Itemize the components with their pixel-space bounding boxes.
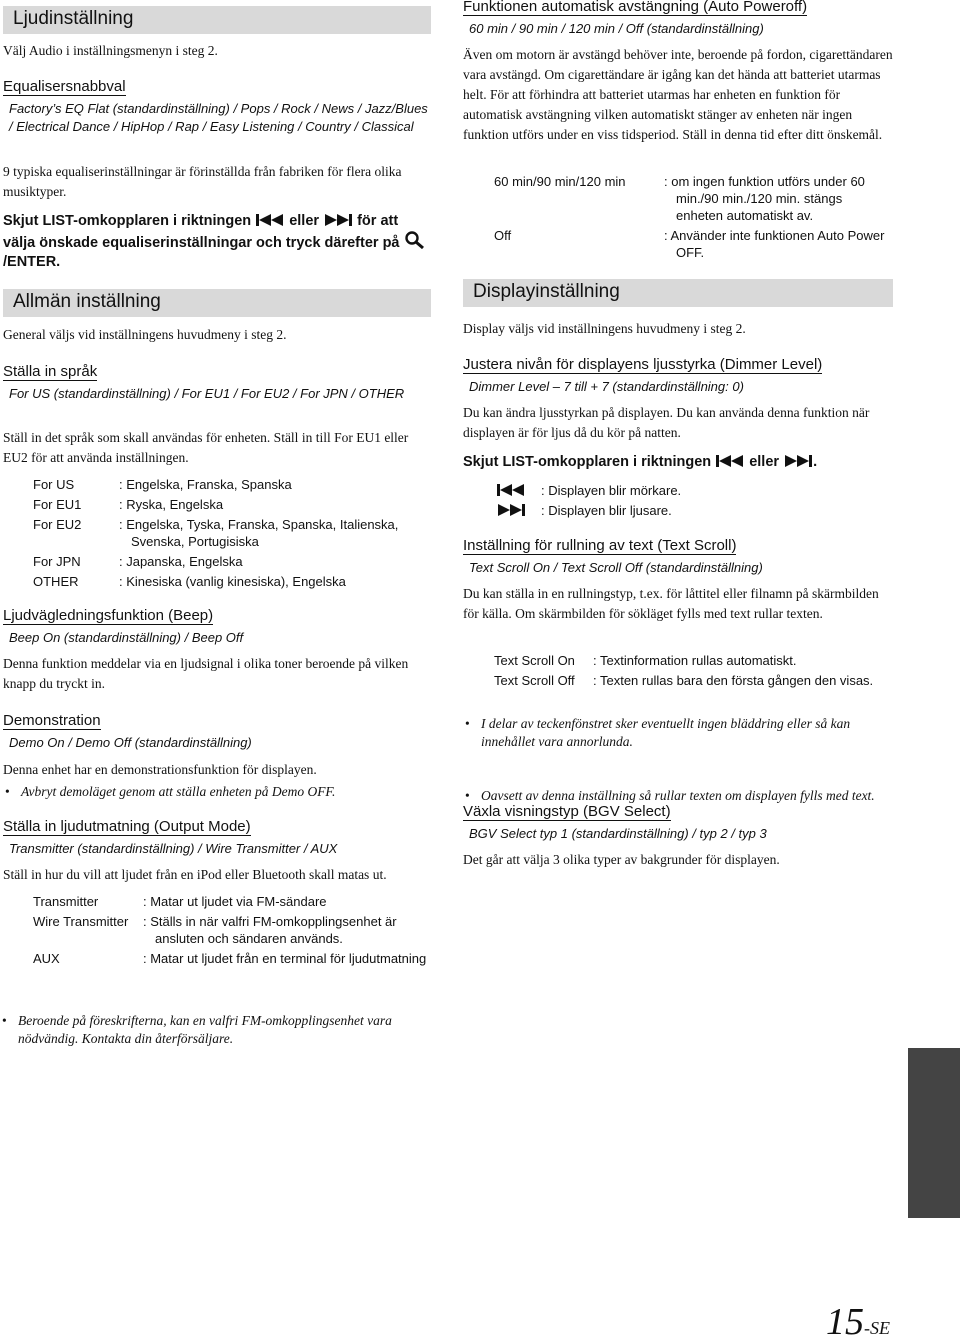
lang-row: OTHER : Kinesiska (vanlig kinesiska), Engelska [33, 574, 346, 589]
scroll-row: Text Scroll On : Textinformation rullas automatiskt. [494, 653, 797, 668]
general-intro: General väljs vid inställningens huvudmeny i steg 2. [3, 327, 287, 342]
lang-table [33, 476, 428, 593]
eq-options: Factory’s EQ Flat (standardinställning) / Pops / Rock / News / Jazz/Blues / Electrical Dance / HipHop / Rap / Easy Listening / Country / Classical [9, 101, 428, 134]
list-label: LIST [42, 213, 74, 229]
right-column [463, 0, 893, 867]
auto-table [494, 173, 892, 264]
lang-body: Ställ in det språk som skall användas för enheten. Ställ in till For EU1 eller EU2 för att använda inställningen. [3, 430, 409, 465]
scroll-bullet: • Oavsett av denna inställning så rullar texten om displayen fylls med text. [463, 787, 893, 805]
enter-label: /ENTER [3, 254, 57, 270]
output-heading: Ställa in ljudutmatning (Output Mode) [3, 818, 251, 835]
left-column [3, 0, 431, 1046]
demo-body: Denna enhet har en demonstrationsfunktion för displayen. [3, 762, 317, 777]
lang-row: For EU1 : Ryska, Engelska [33, 497, 224, 512]
skip-forward-icon [783, 454, 813, 468]
dimmer-body: Du kan ändra ljusstyrkan på displayen. Du kan använda denna funktion när displayen är för ljus då du kör på natten. [463, 405, 870, 440]
audio-intro: Välj Audio i inställningsmenyn i steg 2. [3, 43, 218, 58]
page-number: 15-SE [826, 1301, 890, 1343]
side-tab [908, 1048, 960, 1218]
scroll-table [494, 652, 892, 709]
auto-row: Off : Använder inte funktionen Auto Power OFF. [494, 228, 885, 260]
output-body: Ställ in hur du vill att ljudet från en iPod eller Bluetooth skall matas ut. [3, 867, 387, 882]
scroll-body: Du kan ställa in en rullningstyp, t.ex. för låttitel eller filnamn på skärmbilden för källa. Om skärmbilden för sökläget fylls med text rullar texten. [463, 586, 879, 621]
dimmer-row: : Displayen blir mörkare. [496, 482, 886, 502]
dimmer-options: Dimmer Level – 7 till + 7 (standardinställning: 0) [469, 379, 744, 394]
output-row: Wire Transmitter : Ställs in när valfri FM-omkopplingsenhet är ansluten och sändaren används. [33, 914, 397, 946]
section-title-general: Allmän inställning [3, 289, 431, 317]
dimmer-instruction: Skjut LIST-omkopplaren i riktningen eller . [463, 454, 818, 470]
output-row: Transmitter : Matar ut ljudet via FM-sändare [33, 894, 327, 909]
skip-back-icon [255, 213, 285, 227]
output-bullet: • Beroende på föreskrifterna, kan en valfri FM-omkopplingsenhet vara nödvändig. Kontakta din återförsäljare. [0, 1012, 448, 1048]
skip-forward-icon [496, 503, 526, 517]
lang-row: For EU2 : Engelska, Tyska, Franska, Spanska, Italienska, Svenska, Portugisiska [33, 517, 399, 549]
section-title-audio: Ljudinställning [3, 6, 431, 34]
beep-heading: Ljudvägledningsfunktion (Beep) [3, 607, 214, 624]
skip-forward-icon [323, 213, 353, 227]
output-options: Transmitter (standardinställning) / Wire Transmitter / AUX [9, 841, 338, 856]
scroll-heading: Inställning för rullning av text (Text Scroll) [463, 537, 737, 554]
search-icon [404, 231, 426, 249]
eq-instruction: Skjut LIST-omkopplaren i riktningen eller för att välja önskade equaliserinställningar och tryck därefter på /ENTER. [3, 212, 428, 272]
output-table [33, 893, 428, 987]
beep-body: Denna funktion meddelar via en ljudsignal i olika toner beroende på vilken knapp du tryckt in. [3, 656, 409, 691]
dimmer-row: : Displayen blir ljusare. [496, 502, 886, 522]
lang-row: For US : Engelska, Franska, Spanska [33, 477, 292, 492]
bgv-body: Det går att välja 3 olika typer av bakgrunder för displayen. [463, 852, 780, 867]
display-intro: Display väljs vid inställningens huvudmeny i steg 2. [463, 321, 746, 336]
eq-heading: Equalisersnabbval [3, 78, 126, 95]
list-label: LIST [502, 454, 534, 470]
dimmer-table [496, 482, 886, 522]
scroll-options: Text Scroll On / Text Scroll Off (standardinställning) [469, 560, 763, 575]
auto-row: 60 min/90 min/120 min : om ingen funktion utförs under 60 min./90 min./120 min. stängs enheten automatiskt av. [494, 174, 865, 223]
section-title-display: Displayinställning [463, 279, 893, 307]
auto-heading: Funktionen automatisk avstängning (Auto Poweroff) [463, 0, 808, 15]
bgv-heading: Växla visningstyp (BGV Select) [463, 803, 671, 820]
lang-row: For JPN : Japanska, Engelska [33, 554, 243, 569]
demo-options: Demo On / Demo Off (standardinställning) [9, 735, 252, 750]
dimmer-heading: Justera nivån för displayens ljusstyrka (Dimmer Level) [463, 356, 823, 373]
scroll-row: Text Scroll Off : Texten rullas bara den första gången den visas. [494, 673, 874, 688]
skip-back-icon [496, 483, 526, 497]
demo-heading: Demonstration [3, 712, 101, 729]
output-row: AUX : Matar ut ljudet från en terminal för ljudutmatning [33, 951, 427, 966]
beep-options: Beep On (standardinställning) / Beep Off [9, 630, 244, 645]
demo-bullet: • Avbryt demoläget genom att ställa enheten på Demo OFF. [3, 783, 421, 801]
lang-heading: Ställa in språk [3, 363, 98, 380]
bgv-options: BGV Select typ 1 (standardinställning) / typ 2 / typ 3 [469, 826, 767, 841]
skip-back-icon [715, 454, 745, 468]
scroll-bullet: • I delar av teckenfönstret sker eventuellt ingen bläddring eller så kan innehållet vara annorlunda. [463, 715, 893, 751]
auto-options: 60 min / 90 min / 120 min / Off (standardinställning) [469, 21, 764, 36]
lang-options: For US (standardinställning) / For EU1 / For EU2 / For JPN / OTHER [9, 386, 405, 401]
auto-body: Även om motorn är avstängd behöver inte, beroende på fordon, cigarettändaren vara avstängd. Om cigarettändare är igång kan det hända att batteriet utarmas helt. För att förhindra att batteriet utarmas har enheten en funktion för automatisk avstängning vilken automatiskt stänger av enheten när ingen funktion utförs under en viss tidsperiod. Ställ in denna tid efter ditt önskemål. [463, 47, 893, 142]
eq-body: 9 typiska equaliserinställningar är förinställda från fabriken för flera olika musiktyper. [3, 164, 402, 199]
